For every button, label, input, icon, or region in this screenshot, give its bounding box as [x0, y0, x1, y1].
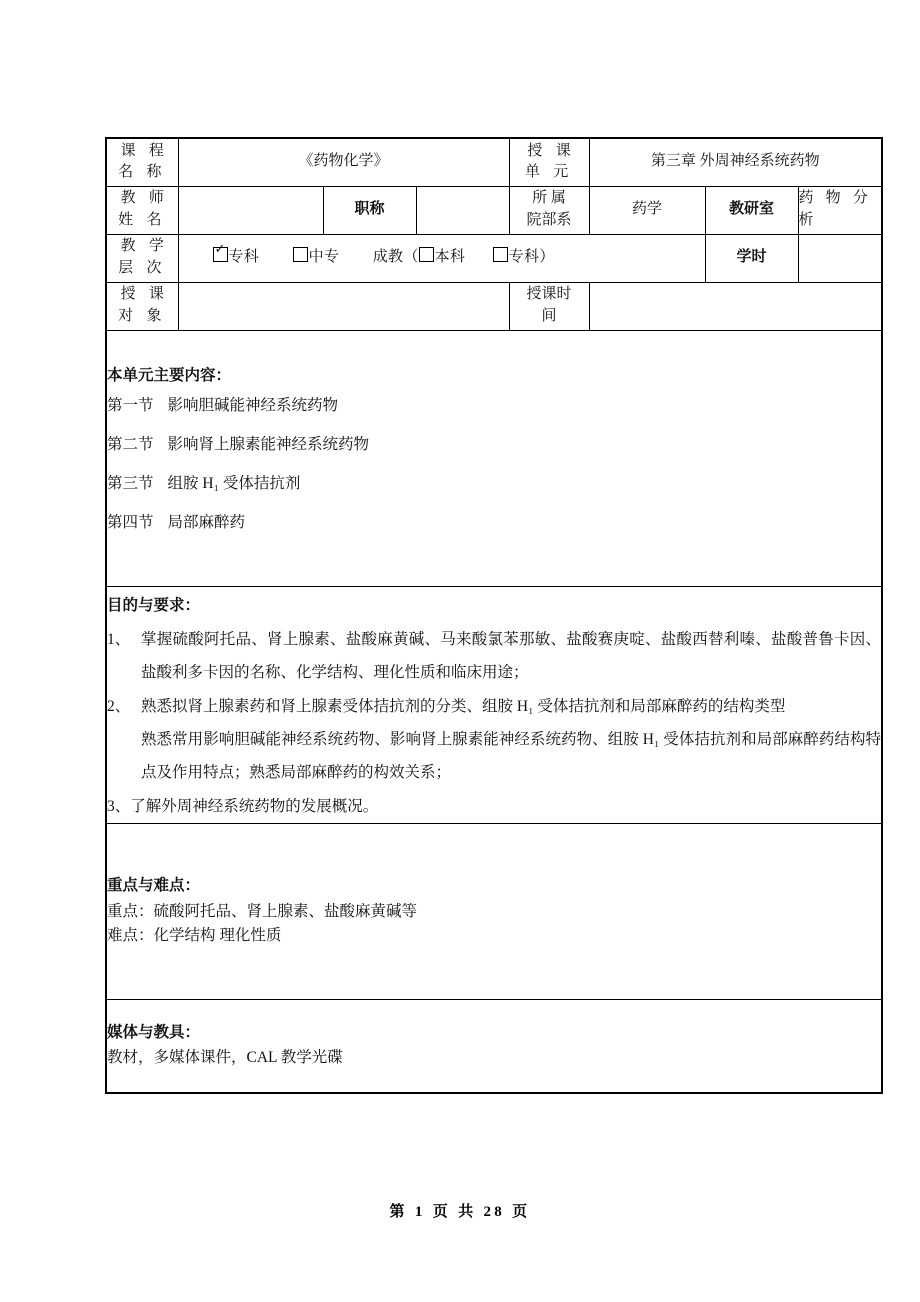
- toc-item-1-name: 影响胆碱能神经系统药物: [167, 396, 339, 414]
- footer-total-pages: 28: [483, 1204, 506, 1220]
- toc-item-1-number: 第一节: [107, 396, 154, 414]
- toc-item-3: [107, 472, 881, 495]
- toc-item-3-number: 第三节: [107, 475, 154, 493]
- level-option-zhuanke-label: 专科: [228, 249, 260, 266]
- office-label: 教研室: [705, 186, 798, 234]
- media-block: [106, 999, 882, 1093]
- objective-item-3-number: 3、: [107, 797, 131, 815]
- row-media: [106, 999, 882, 1093]
- objective-item-1: [107, 623, 881, 690]
- hours-value[interactable]: [798, 234, 882, 282]
- hours-label: 学时: [705, 234, 798, 282]
- keypoints-title: 重点与难点：: [107, 877, 201, 895]
- toc-item-2-number: 第二节: [107, 435, 154, 453]
- row-course-name: [106, 138, 882, 186]
- lesson-plan-table: [105, 137, 883, 1094]
- row-objectives: [106, 586, 882, 823]
- row-keypoints: [106, 823, 882, 999]
- keypoints-line-1: 重点：硫酸阿托品、肾上腺素、盐酸麻黄碱等: [107, 902, 418, 920]
- row-teacher-info: [106, 186, 882, 234]
- level-group-suffix: ）: [539, 249, 555, 266]
- teacher-name-value[interactable]: [178, 186, 323, 234]
- level-option-zhuanke[interactable]: [213, 249, 260, 265]
- audience-label: 授 课 对 象: [106, 282, 178, 330]
- department-value[interactable]: 药学: [589, 186, 705, 234]
- checkbox-icon[interactable]: [493, 247, 508, 262]
- toc-item-4-name: 局部麻醉药: [167, 514, 246, 532]
- teaching-unit-label: 授 课 单 元: [509, 138, 589, 186]
- checkbox-checked-icon[interactable]: [213, 247, 228, 262]
- objectives-block: [106, 586, 882, 823]
- department-label: 所 属 院部系: [509, 186, 589, 234]
- row-audience: [106, 282, 882, 330]
- audience-value[interactable]: [178, 282, 509, 330]
- course-name-value[interactable]: 《药物化学》: [178, 138, 509, 186]
- objective-item-1-number: 1、: [107, 630, 131, 648]
- level-option-zhongzhuan[interactable]: [293, 249, 340, 265]
- row-main-content: [106, 330, 882, 586]
- footer-suffix: 页: [512, 1204, 531, 1220]
- objective-item-2-text-line2: 熟悉常用影响胆碱能神经系统药物、影响肾上腺素能神经系统药物、组胺 H₁ 受体拮抗剂和局部麻醉药结构特点及作用特点；熟悉局部麻醉药的构效关系；: [141, 730, 882, 782]
- media-title: 媒体与教具：: [107, 1023, 201, 1041]
- level-label: 教 学 层 次: [106, 234, 178, 282]
- row-teaching-level: [106, 234, 882, 282]
- title-label: 职称: [323, 186, 416, 234]
- footer-middle: 页 共: [432, 1204, 477, 1220]
- page-footer: [0, 1200, 920, 1221]
- media-line-1: 教材，多媒体课件，CAL 教学光碟: [107, 1049, 343, 1067]
- title-value[interactable]: [416, 186, 509, 234]
- objective-item-3: [107, 790, 881, 823]
- objective-item-2-number: 2、: [107, 697, 131, 715]
- teaching-unit-value[interactable]: 第三章 外周神经系统药物: [589, 138, 882, 186]
- objective-item-2: [107, 690, 881, 790]
- level-options-group: [178, 234, 705, 282]
- toc-item-2: [107, 433, 881, 456]
- level-option-chengjiao-benke[interactable]: [419, 249, 466, 265]
- level-option-chengjiao-benke-label: 本科: [434, 249, 466, 266]
- objective-item-2-text-line1: 熟悉拟肾上腺素药和肾上腺素受体拮抗剂的分类、组胺 H₁ 受体拮抗剂和局部麻醉药的结构类型: [141, 697, 786, 715]
- level-option-zhongzhuan-label: 中专: [308, 249, 340, 266]
- main-content-title: 本单元主要内容：: [107, 367, 232, 385]
- keypoints-block: [106, 823, 882, 999]
- level-group-prefix: 成教（: [372, 249, 419, 266]
- objective-item-1-text: 掌握硫酸阿托品、肾上腺素、盐酸麻黄碱、马来酸氯苯那敏、盐酸赛庚啶、盐酸西替利嗪、盐酸普鲁卡因、盐酸利多卡因的名称、化学结构、理化性质和临床用途；: [141, 630, 882, 682]
- checkbox-icon[interactable]: [419, 247, 434, 262]
- toc-item-2-name: 影响肾上腺素能神经系统药物: [167, 435, 370, 453]
- level-option-chengjiao-zhuanke[interactable]: [493, 249, 540, 265]
- class-time-value[interactable]: [589, 282, 882, 330]
- toc-item-4-number: 第四节: [107, 514, 154, 532]
- main-content-block: [106, 330, 882, 586]
- objective-item-3-text: 了解外周神经系统药物的发展概况。: [130, 797, 379, 815]
- office-value[interactable]: 药 物 分析: [798, 186, 882, 234]
- toc-item-3-name: 组胺 H₁ 受体拮抗剂: [167, 475, 301, 493]
- objectives-title: 目的与要求：: [107, 596, 201, 614]
- toc-item-1: [107, 394, 881, 417]
- teacher-name-label: 教 师 姓 名: [106, 186, 178, 234]
- course-name-label: 课 程 名 称: [106, 138, 178, 186]
- footer-prefix: 第: [389, 1204, 408, 1220]
- checkbox-icon[interactable]: [293, 247, 308, 262]
- footer-current-page: 1: [414, 1204, 426, 1220]
- keypoints-line-2: 难点：化学结构 理化性质: [107, 926, 282, 944]
- toc-item-4: [107, 511, 881, 534]
- class-time-label: 授课时 间: [509, 282, 589, 330]
- level-option-chengjiao-zhuanke-label: 专科: [508, 249, 540, 266]
